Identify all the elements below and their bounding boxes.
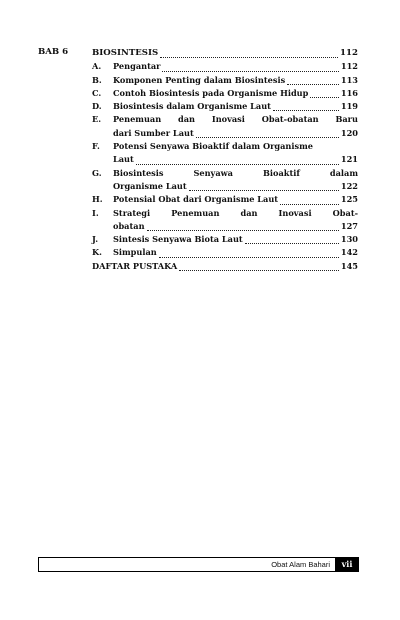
footer-book-title: Obat Alam Bahari xyxy=(271,560,330,569)
chapter-page: 112 xyxy=(340,48,358,58)
entry-text: Sintesis Senyawa Biota Laut xyxy=(113,234,243,245)
entry-text: Biosintesis dalam Organisme Laut xyxy=(113,101,271,112)
entry-text: Potensial Obat dari Organisme Laut xyxy=(113,194,279,205)
dot-leader xyxy=(160,57,338,58)
toc-entry-f-line1[interactable] xyxy=(92,140,358,153)
dot-leader xyxy=(287,84,339,85)
entry-text-line1 xyxy=(113,113,358,126)
entry-text: Contoh Biosintesis pada Organisme Hidup xyxy=(113,87,309,98)
toc-entry-e-line2[interactable] xyxy=(92,127,358,140)
entry-letter: E. xyxy=(92,114,102,125)
entry-text: Strategi Penemuan dan Inovasi Obat- xyxy=(113,207,358,218)
entry-page: 127 xyxy=(340,220,358,231)
entry-letter: K. xyxy=(92,247,102,258)
entry-letter: D. xyxy=(92,101,102,112)
entry-text: Biosintesis Senyawa Bioaktif dalam xyxy=(113,167,358,178)
toc-entry-f-line2[interactable] xyxy=(92,153,358,166)
toc-entry-e-line1[interactable] xyxy=(92,113,358,126)
dot-leader xyxy=(189,190,339,191)
dot-leader xyxy=(136,164,339,165)
dot-leader xyxy=(162,71,338,72)
entry-text: Komponen Penting dalam Biosintesis xyxy=(113,74,286,85)
entry-page: 142 xyxy=(340,247,358,258)
entry-page: 113 xyxy=(340,74,358,85)
page-footer xyxy=(38,557,359,572)
table-of-contents xyxy=(92,47,358,273)
entry-letter: F. xyxy=(92,141,100,152)
toc-entry-b[interactable] xyxy=(92,74,358,87)
entry-letter: B. xyxy=(92,74,102,85)
toc-entry-bibliography[interactable] xyxy=(92,260,358,273)
dot-leader xyxy=(280,204,339,205)
dot-leader xyxy=(273,110,339,111)
entry-text-line2: obatan xyxy=(113,220,145,231)
entry-page: 121 xyxy=(340,154,358,165)
toc-entry-g-line2[interactable] xyxy=(92,180,358,193)
toc-entry-a[interactable] xyxy=(92,60,358,73)
entry-text-line1 xyxy=(113,167,358,180)
bibliography-text: DAFTAR PUSTAKA xyxy=(92,260,178,271)
entry-page: 116 xyxy=(340,87,358,98)
entry-page: 120 xyxy=(340,127,358,138)
footer-page-number: vii xyxy=(335,557,359,572)
dot-leader xyxy=(147,230,339,231)
entry-text-line1 xyxy=(113,207,358,220)
entry-letter: C. xyxy=(92,87,102,98)
dot-leader xyxy=(245,243,339,244)
entry-page: 130 xyxy=(340,234,358,245)
entry-letter: J. xyxy=(92,234,99,245)
toc-entry-i-line2[interactable] xyxy=(92,220,358,233)
entry-text-line2: Organisme Laut xyxy=(113,180,187,191)
toc-entry-i-line1[interactable] xyxy=(92,207,358,220)
entry-letter: G. xyxy=(92,167,102,178)
entry-letter: H. xyxy=(92,194,103,205)
toc-entry-d[interactable] xyxy=(92,100,358,113)
toc-entry-g-line1[interactable] xyxy=(92,167,358,180)
entry-letter: A. xyxy=(92,61,102,72)
entry-text: Penemuan dan Inovasi Obat-obatan Baru xyxy=(113,114,358,125)
dot-leader xyxy=(196,137,339,138)
entry-text-line1: Potensi Senyawa Bioaktif dalam Organisme xyxy=(113,141,313,152)
chapter-title: BIOSINTESIS xyxy=(92,48,159,58)
dot-leader xyxy=(159,257,339,258)
entry-text: Simpulan xyxy=(113,247,157,258)
dot-leader xyxy=(310,97,339,98)
dot-leader xyxy=(179,270,339,271)
entry-text: Pengantar xyxy=(113,61,161,72)
toc-entry-k[interactable] xyxy=(92,246,358,259)
entry-page: 122 xyxy=(340,180,358,191)
entry-text-line2: dari Sumber Laut xyxy=(113,127,194,138)
toc-entry-j[interactable] xyxy=(92,233,358,246)
chapter-label: BAB 6 xyxy=(38,47,69,57)
entry-page: 125 xyxy=(340,194,358,205)
entry-page: 112 xyxy=(340,61,358,72)
toc-entry-c[interactable] xyxy=(92,87,358,100)
toc-entry-h[interactable] xyxy=(92,193,358,206)
entry-text-line2: Laut xyxy=(113,154,134,165)
bibliography-page: 145 xyxy=(340,260,358,271)
chapter-title-line[interactable] xyxy=(92,47,358,60)
entry-letter: I. xyxy=(92,207,99,218)
entry-page: 119 xyxy=(340,101,358,112)
